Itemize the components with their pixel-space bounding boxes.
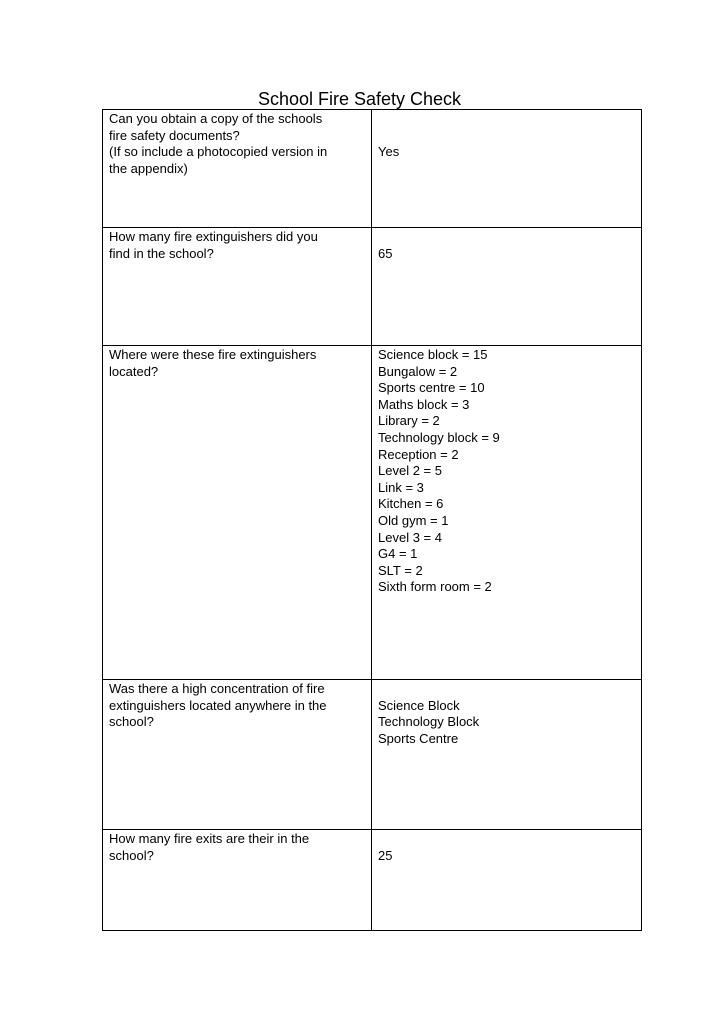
- answer-cell: 65: [372, 228, 642, 346]
- question-cell: How many fire exits are their in the school?: [103, 830, 372, 931]
- fire-safety-table: [102, 109, 642, 931]
- answer-cell: 25: [372, 830, 642, 931]
- table-row: [103, 680, 642, 830]
- question-cell: Can you obtain a copy of the schools fire safety documents? (If so include a photocopied version in the appendix): [103, 110, 372, 228]
- answer-cell: Science block = 15 Bungalow = 2 Sports centre = 10 Maths block = 3 Library = 2 Technology block = 9 Reception = 2 Level 2 = 5 Link = 3 Kitchen = 6 Old gym = 1 Level 3 = 4 G4 = 1 SLT = 2 Sixth form room = 2: [372, 346, 642, 680]
- question-cell: Where were these fire extinguishers located?: [103, 346, 372, 680]
- table-row: [103, 228, 642, 346]
- table-row: [103, 110, 642, 228]
- question-cell: Was there a high concentration of fire extinguishers located anywhere in the school?: [103, 680, 372, 830]
- answer-cell: Yes: [372, 110, 642, 228]
- question-cell: How many fire extinguishers did you find in the school?: [103, 228, 372, 346]
- table-row: [103, 830, 642, 931]
- document-title: School Fire Safety Check: [257, 89, 462, 109]
- table-row: [103, 346, 642, 680]
- answer-cell: Science Block Technology Block Sports Centre: [372, 680, 642, 830]
